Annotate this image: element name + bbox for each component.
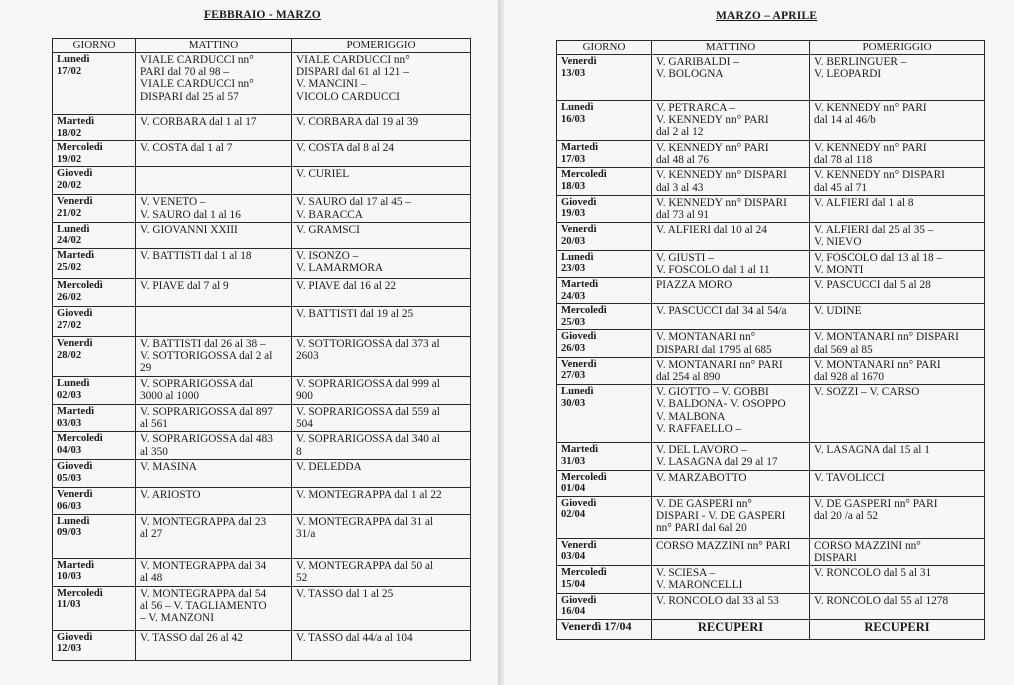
day-cell: Mercoledì 11/03 (53, 586, 136, 630)
afternoon-cell: V. BATTISTI dal 19 al 25 (292, 306, 471, 336)
morning-cell: V. GARIBALDI – V. BOLOGNA (652, 55, 810, 101)
morning-cell (136, 167, 292, 195)
schedule-table-marzo-aprile (556, 40, 985, 640)
morning-cell: V. PASCUCCI dal 34 al 54/a (652, 304, 810, 330)
afternoon-cell: V. BERLINGUER – V. LEOPARDI (810, 55, 985, 101)
table-row (53, 336, 471, 376)
day-cell: Giovedì 05/03 (53, 460, 136, 488)
day-cell: Lunedì 02/03 (53, 376, 136, 404)
table-row (557, 330, 985, 357)
table-row (53, 460, 471, 488)
afternoon-cell: V. MONTEGRAPPA dal 50 al 52 (292, 558, 471, 586)
day-cell: Mercoledì 19/02 (53, 141, 136, 167)
morning-cell: V. MONTEGRAPPA dal 34 al 48 (136, 558, 292, 586)
morning-cell: V. DE GASPERI nn° DISPARI - V. DE GASPERI nn° PARI dal 6al 20 (652, 496, 810, 538)
day-cell: Lunedì 09/03 (53, 514, 136, 558)
morning-cell: V. ALFIERI dal 10 al 24 (652, 223, 810, 250)
day-cell: Giovedì 19/03 (557, 195, 652, 222)
table-row (53, 278, 471, 306)
afternoon-cell: V. SOZZI – V. CARSO (810, 385, 985, 443)
header-giorno: GIORNO (53, 39, 136, 53)
left-page (0, 0, 498, 685)
morning-cell: V. SOPRARIGOSSA dal 897 al 561 (136, 404, 292, 431)
table-row (53, 141, 471, 167)
afternoon-cell: V. PASCUCCI dal 5 al 28 (810, 278, 985, 304)
morning-cell: V. DEL LAVORO – V. LASAGNA dal 29 al 17 (652, 443, 810, 470)
table-row (53, 248, 471, 278)
table-row (53, 586, 471, 630)
morning-cell: V. RONCOLO dal 33 al 53 (652, 593, 810, 619)
table-body (53, 53, 471, 661)
morning-cell: V. KENNEDY nn° DISPARI dal 3 al 43 (652, 168, 810, 195)
table-row (53, 558, 471, 586)
table-row (53, 306, 471, 336)
afternoon-cell: V. MONTEGRAPPA dal 31 al 31/a (292, 514, 471, 558)
table-row (557, 55, 985, 101)
table-row (557, 250, 985, 277)
afternoon-cell: V. SOPRARIGOSSA dal 999 al 900 (292, 376, 471, 404)
afternoon-cell: CORSO MAZZINI nn° DISPARI (810, 538, 985, 565)
morning-cell: RECUPERI (652, 619, 810, 639)
day-cell: Lunedì 16/03 (557, 101, 652, 141)
day-cell: Mercoledì 26/02 (53, 278, 136, 306)
table-body (557, 55, 985, 640)
day-cell: Martedì 25/02 (53, 248, 136, 278)
table-row (557, 443, 985, 470)
header-giorno: GIORNO (557, 41, 652, 55)
morning-cell: V. SCIESA – V. MARONCELLI (652, 566, 810, 593)
day-cell: Giovedì 27/02 (53, 306, 136, 336)
table-row (53, 488, 471, 514)
afternoon-cell: V. CURIEL (292, 167, 471, 195)
day-cell: Mercoledì 01/04 (557, 470, 652, 496)
header-mattino: MATTINO (136, 39, 292, 53)
table-row (557, 566, 985, 593)
day-cell: Giovedì 12/03 (53, 630, 136, 660)
afternoon-cell: V. SOPRARIGOSSA dal 559 al 504 (292, 404, 471, 431)
morning-cell: V. SOPRARIGOSSA dal 483 al 350 (136, 432, 292, 460)
table-row (557, 385, 985, 443)
afternoon-cell: V. DE GASPERI nn° PARI dal 20 /a al 52 (810, 496, 985, 538)
table-header-row (53, 39, 471, 53)
morning-cell: V. MONTANARI nn° PARI dal 254 al 890 (652, 357, 810, 384)
afternoon-cell: V. LASAGNA dal 15 al 1 (810, 443, 985, 470)
afternoon-cell: V. RONCOLO dal 55 al 1278 (810, 593, 985, 619)
day-cell: Venerdì 13/03 (557, 55, 652, 101)
table-row (53, 432, 471, 460)
afternoon-cell: V. TAVOLICCI (810, 470, 985, 496)
table-row (557, 619, 985, 639)
table-row (557, 538, 985, 565)
day-cell: Mercoledì 25/03 (557, 304, 652, 330)
day-cell: Venerdì 03/04 (557, 538, 652, 565)
afternoon-cell: V. FOSCOLO dal 13 al 18 – V. MONTI (810, 250, 985, 277)
morning-cell: V. GIOVANNI XXIII (136, 222, 292, 248)
table-row (53, 222, 471, 248)
day-cell: Giovedì 20/02 (53, 167, 136, 195)
afternoon-cell: V. SOPRARIGOSSA dal 340 al 8 (292, 432, 471, 460)
afternoon-cell: V. ALFIERI dal 1 al 8 (810, 195, 985, 222)
afternoon-cell: V. COSTA dal 8 al 24 (292, 141, 471, 167)
table-row (557, 304, 985, 330)
table-row (53, 167, 471, 195)
table-row (53, 115, 471, 141)
morning-cell: V. KENNEDY nn° DISPARI dal 73 al 91 (652, 195, 810, 222)
morning-cell: V. BATTISTI dal 1 al 18 (136, 248, 292, 278)
afternoon-cell: RECUPERI (810, 619, 985, 639)
right-page-title: MARZO – APRILE (716, 10, 818, 22)
day-cell: Martedì 18/02 (53, 115, 136, 141)
morning-cell: V. PIAVE dal 7 al 9 (136, 278, 292, 306)
day-cell: Venerdì 27/03 (557, 357, 652, 384)
afternoon-cell: V. KENNEDY nn° PARI dal 78 al 118 (810, 141, 985, 168)
morning-cell: V. MARZABOTTO (652, 470, 810, 496)
table-row (53, 195, 471, 222)
day-cell: Lunedì 17/02 (53, 53, 136, 115)
afternoon-cell: V. GRAMSCI (292, 222, 471, 248)
day-cell: Martedì 24/03 (557, 278, 652, 304)
afternoon-cell: V. KENNEDY nn° PARI dal 14 al 46/b (810, 101, 985, 141)
morning-cell: V. TASSO dal 26 al 42 (136, 630, 292, 660)
afternoon-cell: V. ALFIERI dal 25 al 35 – V. NIEVO (810, 223, 985, 250)
table-header-row (557, 41, 985, 55)
day-cell: Venerdì 20/03 (557, 223, 652, 250)
morning-cell: V. GIOTTO – V. GOBBI V. BALDONA- V. OSOPPO V. MALBONA V. RAFFAELLO – (652, 385, 810, 443)
header-mattino: MATTINO (652, 41, 810, 55)
morning-cell: V. BATTISTI dal 26 al 38 – V. SOTTORIGOSSA dal 2 al 29 (136, 336, 292, 376)
morning-cell: V. VENETO – V. SAURO dal 1 al 16 (136, 195, 292, 222)
morning-cell: V. MONTANARI nn° DISPARI dal 1795 al 685 (652, 330, 810, 357)
table-row (53, 630, 471, 660)
day-cell: Venerdì 28/02 (53, 336, 136, 376)
afternoon-cell: V. MONTANARI nn° DISPARI dal 569 al 85 (810, 330, 985, 357)
morning-cell: V. PETRARCA – V. KENNEDY nn° PARI dal 2 al 12 (652, 101, 810, 141)
day-cell: Martedì 03/03 (53, 404, 136, 431)
afternoon-cell: V. PIAVE dal 16 al 22 (292, 278, 471, 306)
day-cell: Lunedì 24/02 (53, 222, 136, 248)
day-cell: Venerdì 06/03 (53, 488, 136, 514)
day-cell: Martedì 17/03 (557, 141, 652, 168)
afternoon-cell: V. MONTEGRAPPA dal 1 al 22 (292, 488, 471, 514)
day-cell: Giovedì 16/04 (557, 593, 652, 619)
table-row (557, 278, 985, 304)
morning-cell: V. COSTA dal 1 al 7 (136, 141, 292, 167)
morning-cell: VIALE CARDUCCI nn° PARI dal 70 al 98 – VIALE CARDUCCI nn° DISPARI dal 25 al 57 (136, 53, 292, 115)
table-row (53, 53, 471, 115)
header-pomeriggio: POMERIGGIO (292, 39, 471, 53)
afternoon-cell: V. CORBARA dal 19 al 39 (292, 115, 471, 141)
table-row (557, 593, 985, 619)
table-row (557, 223, 985, 250)
morning-cell: V. KENNEDY nn° PARI dal 48 al 76 (652, 141, 810, 168)
afternoon-cell: V. MONTANARI nn° PARI dal 928 al 1670 (810, 357, 985, 384)
day-cell: Lunedì 30/03 (557, 385, 652, 443)
table-row (557, 357, 985, 384)
afternoon-cell: V. RONCOLO dal 5 al 31 (810, 566, 985, 593)
afternoon-cell: V. ISONZO – V. LAMARMORA (292, 248, 471, 278)
morning-cell: PIAZZA MORO (652, 278, 810, 304)
table-row (53, 514, 471, 558)
morning-cell: CORSO MAZZINI nn° PARI (652, 538, 810, 565)
header-pomeriggio: POMERIGGIO (810, 41, 985, 55)
morning-cell: V. MONTEGRAPPA dal 54 al 56 – V. TAGLIAMENTO – V. MANZONI (136, 586, 292, 630)
day-cell: Venerdì 21/02 (53, 195, 136, 222)
morning-cell: V. SOPRARIGOSSA dal 3000 al 1000 (136, 376, 292, 404)
schedule-table-febbraio-marzo (52, 38, 471, 661)
day-cell: Giovedì 26/03 (557, 330, 652, 357)
morning-cell: V. MONTEGRAPPA dal 23 al 27 (136, 514, 292, 558)
afternoon-cell: V. SOTTORIGOSSA dal 373 al 2603 (292, 336, 471, 376)
table-row (557, 470, 985, 496)
day-cell: Mercoledì 18/03 (557, 168, 652, 195)
day-cell: Martedì 10/03 (53, 558, 136, 586)
afternoon-cell: V. SAURO dal 17 al 45 – V. BARACCA (292, 195, 471, 222)
table-row (53, 376, 471, 404)
afternoon-cell: V. UDINE (810, 304, 985, 330)
left-page-title: FEBBRAIO - MARZO (204, 9, 321, 21)
table-row (557, 195, 985, 222)
table-row (557, 168, 985, 195)
afternoon-cell: V. KENNEDY nn° DISPARI dal 45 al 71 (810, 168, 985, 195)
day-cell: Martedì 31/03 (557, 443, 652, 470)
day-cell: Mercoledì 15/04 (557, 566, 652, 593)
afternoon-cell: V. DELEDDA (292, 460, 471, 488)
afternoon-cell: V. TASSO dal 1 al 25 (292, 586, 471, 630)
table-row (53, 404, 471, 431)
morning-cell: V. CORBARA dal 1 al 17 (136, 115, 292, 141)
morning-cell: V. GIUSTI – V. FOSCOLO dal 1 al 11 (652, 250, 810, 277)
right-page (504, 0, 1014, 685)
day-cell: Lunedì 23/03 (557, 250, 652, 277)
day-cell: Giovedì 02/04 (557, 496, 652, 538)
afternoon-cell: VIALE CARDUCCI nn° DISPARI dal 61 al 121 – V. MANCINI – VICOLO CARDUCCI (292, 53, 471, 115)
morning-cell: V. ARIOSTO (136, 488, 292, 514)
table-row (557, 141, 985, 168)
day-cell: Venerdì 17/04 (557, 619, 652, 639)
day-cell: Mercoledì 04/03 (53, 432, 136, 460)
morning-cell (136, 306, 292, 336)
table-row (557, 496, 985, 538)
table-row (557, 101, 985, 141)
afternoon-cell: V. TASSO dal 44/a al 104 (292, 630, 471, 660)
morning-cell: V. MASINA (136, 460, 292, 488)
